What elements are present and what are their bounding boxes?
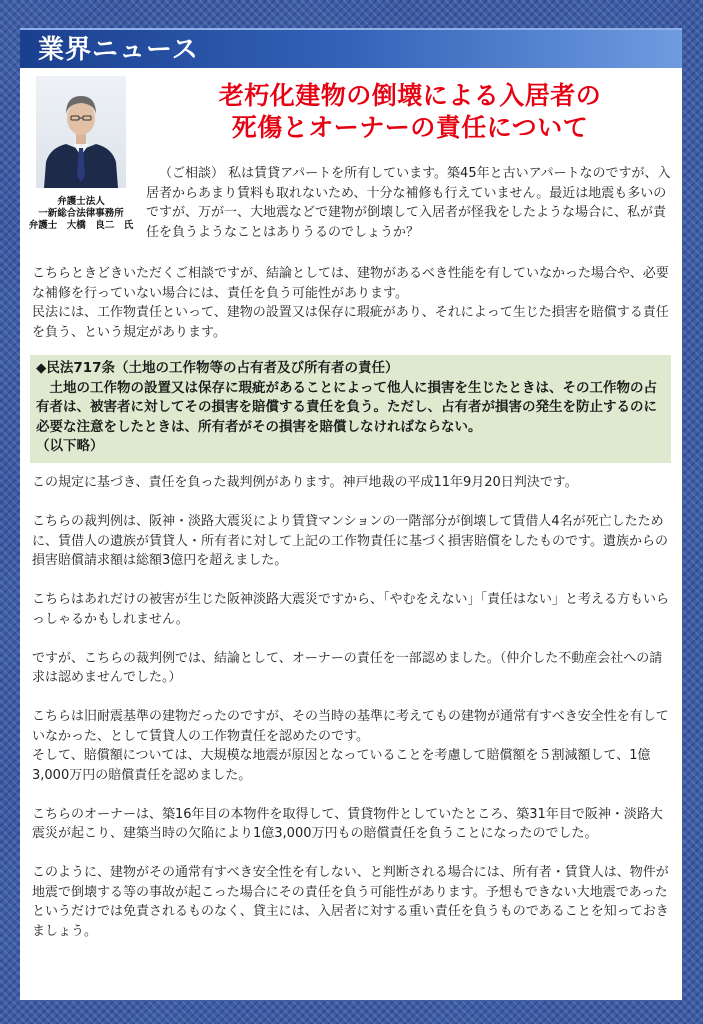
consultation-text: （ご相談） 私は賃貸アパートを所有しています。築45年と古いアパートなのですが、入居者からあまり賃料も取れないため、十分な補修も行えていません。最近は地震も多いのですが、万が一、大地震などで建物が倒壊して入居者が怪我をしたような場合に、私が責任を負うようなことはありうるのでしょうか？: [146, 166, 671, 240]
intro-paragraph: 民法には、工作物責任といって、建物の設置又は保存に瑕疵があり、それによって生じた損害を賠償する責任を負う、という規定があります。: [32, 305, 669, 340]
intro-paragraph: こちらときどきいただくご相談ですが、結論としては、建物があるべき性能を有していなかった場合や、必要な補修を行っていない場合には、責任を負う可能性があります。: [32, 266, 669, 301]
body-line: そして、賠償額については、大規模な地震が原因となっていることを考慮して賠償額を５割減額して、1億3,000万円の賠償責任を認めました。: [32, 748, 651, 783]
section-header-bar: [20, 28, 682, 70]
intro-text: [32, 264, 674, 342]
body-paragraph: こちらの裁判例は、阪神・淡路大震災により賃貸マンションの一階部分が倒壊して賃借人4名が死亡したために、賃借人の遺族が賃貸人・所有者に対して上記の工作物責任に基づく損害賠償をしたものです。遺族からの損害賠償請求額は総額3億円を超えました。: [32, 514, 668, 568]
law-heading: ◆民法717条（土地の工作物等の占有者及び所有者の責任）: [36, 360, 399, 376]
law-note: （以下略）: [36, 438, 104, 454]
author-caption: [20, 196, 142, 232]
body-paragraph: このように、建物がその通常有すべき安全性を有しない、と判断される場合には、所有者・賃貸人は、物件が地震で倒壊する等の事故が起こった場合にその責任を負う可能性があります。予想もできない大地震であったというだけでは免責されるものなく、貸主には、入居者に対する重い責任を負うものであることを知っておきましょう。: [32, 865, 669, 939]
section-title: 業界ニュース: [38, 35, 199, 65]
article-title-line-2: 死傷とオーナーの責任について: [231, 113, 589, 142]
author-role: 弁護士法人: [57, 196, 105, 207]
article-title: [146, 80, 674, 144]
civil-code-article-box: [30, 355, 671, 463]
article-body: [32, 473, 674, 961]
author-name: 弁護士 大橋 良二 氏: [28, 220, 134, 231]
article-panel: [20, 68, 682, 1000]
author-firm: 一新総合法律事務所: [38, 208, 124, 219]
body-paragraph-group: [32, 707, 674, 785]
body-paragraph: こちらはあれだけの被害が生じた阪神淡路大震災ですから、「やむをえない」「責任はない」と考える方もいらっしゃるかもしれません。: [32, 592, 670, 627]
body-paragraph: ですが、こちらの裁判例では、結論として、オーナーの責任を一部認めました。（仲介した不動産会社への請求は認めませんでした。）: [32, 650, 663, 685]
author-photo: [36, 76, 126, 188]
body-paragraph: こちらのオーナーは、築16年目の本物件を取得して、賃貸物件としていたところ、築31年目で阪神・淡路大震災が起こり、建築当時の欠陥により1億3,000万円もの賠償責任を負うことになったのでした。: [32, 806, 663, 841]
law-body: 土地の工作物の設置又は保存に瑕疵があることによって他人に損害を生じたときは、その工作物の占有者は、被害者に対してその損害を賠償する責任を負う。ただし、占有者が損害の発生を防止するのに必要な注意をしたときは、所有者がその損害を賠償しなければならない。: [36, 379, 657, 435]
article-title-line-1: 老朽化建物の倒壊による入居者の: [218, 81, 602, 110]
body-line: こちらは旧耐震基準の建物だったのですが、その当時の基準に考えてもの建物が通常有すべき安全性を有していなかった、として賃貸人の工作物責任を認めたのです。: [32, 709, 669, 744]
body-paragraph: この規定に基づき、責任を負った裁判例があります。神戸地裁の平成11年9月20日判決です。: [32, 475, 578, 490]
